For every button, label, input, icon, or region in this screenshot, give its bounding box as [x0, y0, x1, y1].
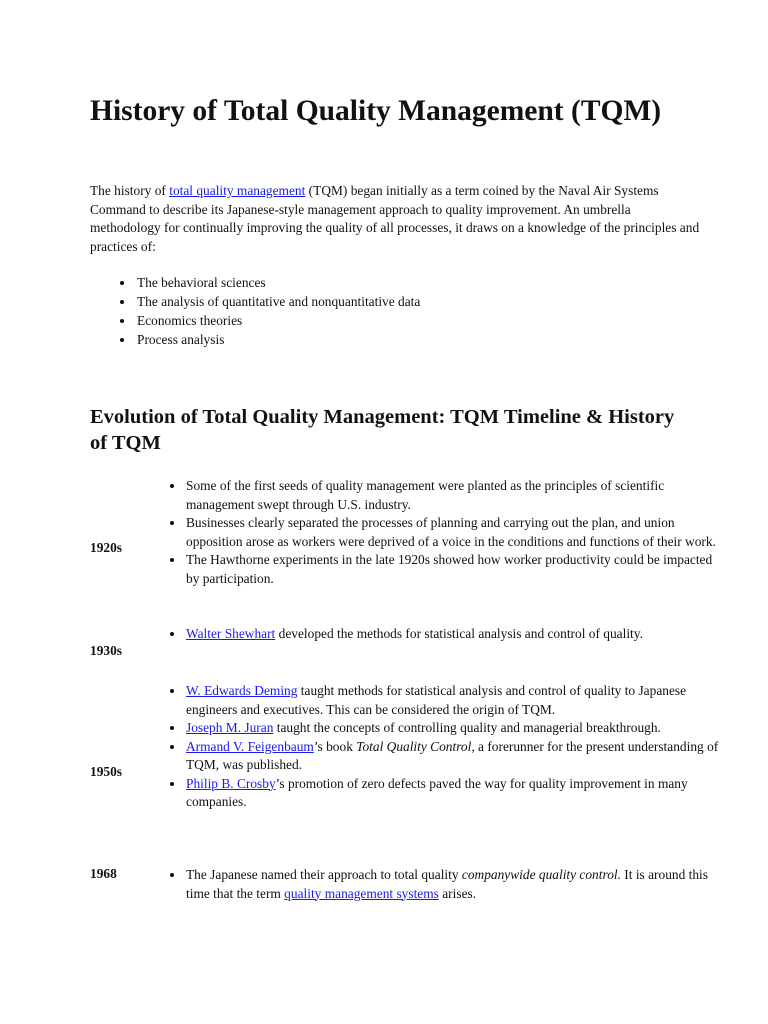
era-label-1968: 1968	[90, 866, 117, 881]
intro-text-rest: (TQM) began initially as a term coined by the Naval Air Systems Command to describe its Japanese-style management approach to quality improvement. An umbrella methodology for continually improving the quality of all processes, it draws on a knowledge of the principles and practices of:	[90, 183, 700, 254]
timeline-item-text: taught the concepts of controlling quality and managerial breakthrough.	[273, 720, 661, 735]
timeline-item	[185, 738, 725, 775]
crosby-link[interactable]: Philip B. Crosby	[186, 775, 276, 791]
feigenbaum-link[interactable]: Armand V. Feigenbaum	[186, 738, 314, 754]
timeline-item-text: developed the methods for statistical analysis and control of quality.	[275, 626, 643, 641]
list-item: • Process analysis	[135, 330, 420, 349]
timeline-item-text: arises.	[438, 885, 477, 901]
timeline-item	[185, 775, 725, 812]
section-heading: Evolution of Total Quality Management: TQM Timeline & History of TQM	[90, 406, 675, 454]
intro-text-start: The history of	[90, 183, 170, 198]
timeline-item: • Businesses clearly separated the processes of planning and carrying out the plan, and union opposition arose as workers were deprived of a voice in the conditions and functions of their work.	[185, 514, 725, 551]
timeline-item-text: ’s book	[313, 738, 357, 754]
list-item: • Economics theories	[135, 311, 420, 330]
principles-list	[90, 273, 420, 349]
intro-paragraph	[90, 182, 700, 256]
timeline-item-text: taught methods for statistical analysis and control of quality to Japanese engineers and executives. This can be considered the origin of TQM.	[186, 683, 687, 717]
page-title: History of Total Quality Management (TQM)	[90, 95, 662, 127]
timeline-item	[185, 682, 725, 719]
timeline-item	[185, 625, 725, 644]
deming-link[interactable]: W. Edwards Deming	[186, 683, 298, 698]
timeline-item	[185, 719, 725, 738]
qms-link[interactable]: quality management systems	[284, 885, 439, 901]
shewhart-link[interactable]: Walter Shewhart	[186, 626, 276, 641]
era-label-1950s: 1950s	[90, 764, 122, 779]
events-1950s	[140, 682, 725, 812]
events-1968	[140, 866, 725, 903]
timeline-item	[185, 866, 725, 903]
timeline-item-text: It is around this time that the term	[186, 867, 708, 901]
list-item: • The analysis of quantitative and nonquantitative data	[135, 292, 420, 311]
timeline-item-text: ’s promotion of zero defects paved the way for quality improvement in many companies.	[186, 775, 688, 809]
timeline-item-text: a forerunner for the present understanding of TQM, was published.	[186, 738, 719, 772]
book-title: Total Quality Control,	[356, 738, 475, 754]
events-1930s	[140, 625, 725, 644]
tqm-link[interactable]: total quality management	[169, 183, 306, 198]
events-1920s	[140, 477, 725, 588]
timeline-item-text: The Japanese named their approach to total quality	[186, 867, 462, 882]
timeline-item: • Some of the first seeds of quality management were planted as the principles of scientific management swept through U.S. industry.	[185, 477, 725, 514]
timeline-item: • The Hawthorne experiments in the late 1920s showed how worker productivity could be impacted by participation.	[185, 551, 725, 588]
juran-link[interactable]: Joseph M. Juran	[186, 720, 274, 735]
era-label-1930s: 1930s	[90, 643, 122, 658]
list-item: • The behavioral sciences	[135, 273, 420, 292]
italic-term: companywide quality control.	[461, 867, 621, 882]
era-label-1920s: 1920s	[90, 540, 122, 555]
